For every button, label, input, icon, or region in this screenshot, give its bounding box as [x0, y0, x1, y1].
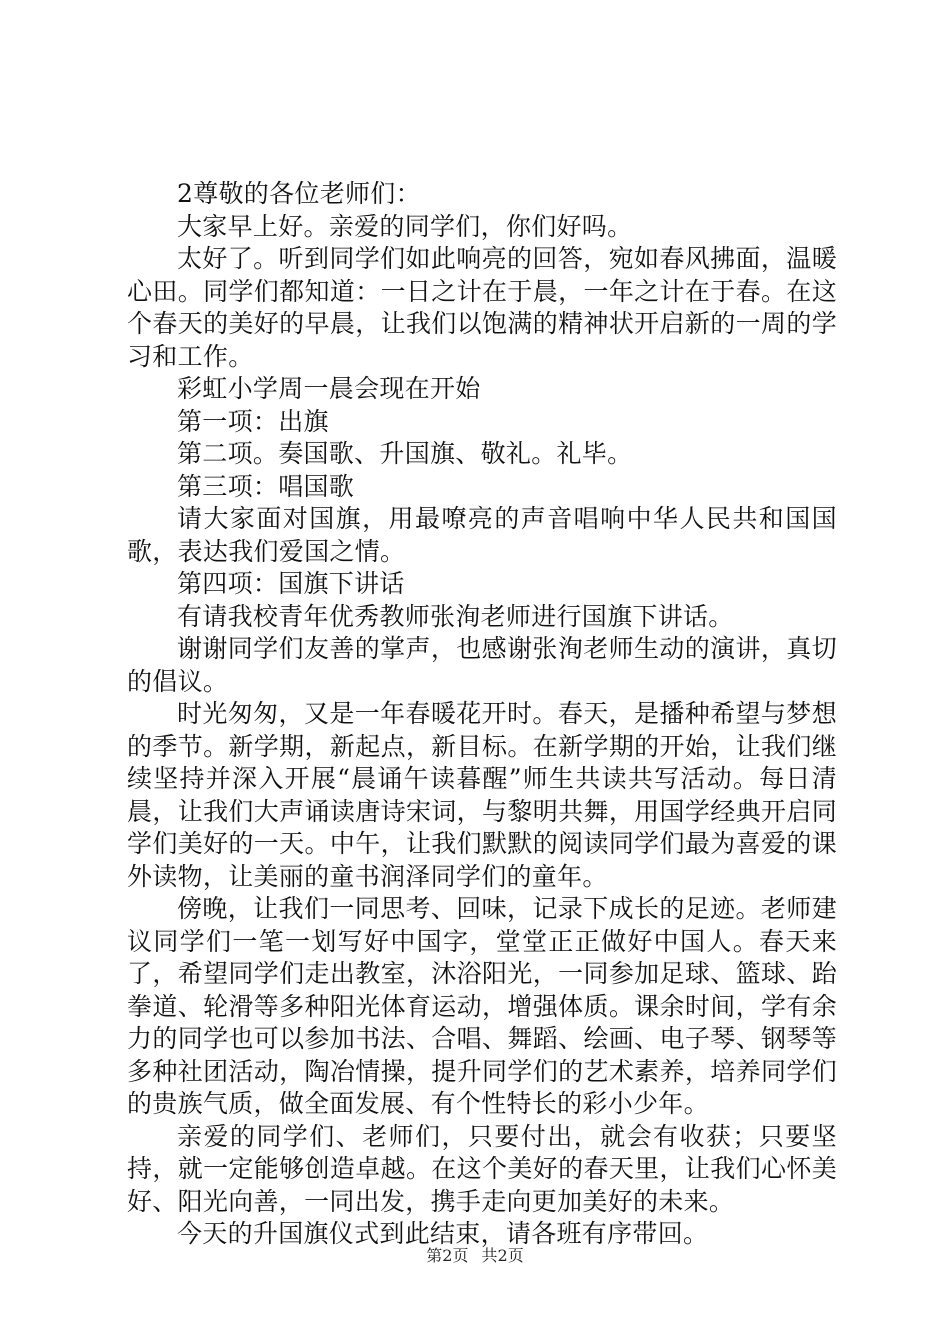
item-three: 第三项：唱国歌	[177, 471, 355, 501]
paragraph: 谢谢同学们友善的掌声，也感谢张洵老师生动的演讲，真切的倡议。	[127, 634, 837, 696]
salutation: 2尊敬的各位老师们：	[177, 179, 421, 208]
paragraph: 傍晚，让我们一同思考、回味，记录下成长的足迹。老师建议同学们一笔一划写好中国字，堂堂正正做好中国人。春天来了，希望同学们走出教室，沐浴阳光，一同参加足球、篮球、跆拳道、轮滑等多种阳光体育运动，增强体质。课余时间，学有余力的同学也可以参加书法、合唱、舞蹈、绘画、电子琴、钢琴等多种社团活动，陶冶情操，提升同学们的艺术素养，培养同学们的贵族气质，做全面发展、有个性特长的彩小少年。	[127, 894, 837, 1118]
paragraph: 太好了。听到同学们如此响亮的回答，宛如春风拂面，温暖心田。同学们都知道：一日之计在于晨，一年之计在于春。在这个春天的美好的早晨，让我们以饱满的精神状开启新的一周的学习和工作。	[127, 244, 837, 371]
page-total: 共2页	[481, 1246, 524, 1265]
page-footer	[0, 1245, 950, 1267]
paragraph: 有请我校青年优秀教师张洵老师进行国旗下讲话。	[177, 601, 734, 631]
greeting: 大家早上好。亲爱的同学们，你们好吗。	[177, 211, 633, 241]
item-two: 第二项。奏国歌、升国旗、敬礼。礼毕。	[177, 439, 633, 468]
page-number: 第2页	[426, 1246, 469, 1265]
item-one: 第一项：出旗	[177, 406, 329, 436]
paragraph: 亲爱的同学们、老师们，只要付出，就会有收获；只要坚持，就一定能够创造卓越。在这个美好的春天里，让我们心怀美好、阳光向善，一同出发，携手走向更加美好的未来。	[127, 1121, 837, 1216]
paragraph: 时光匆匆，又是一年春暖花开时。春天，是播种希望与梦想的季节。新学期，新起点，新目标。在新学期的开始，让我们继续坚持并深入开展“晨诵午读暮醒”师生共读共写活动。每日清晨，让我们大声诵读唐诗宋词，与黎明共舞，用国学经典开启同学们美好的一天。中午，让我们默默的阅读同学们最为喜爱的课外读物，让美丽的童书润泽同学们的童年。	[127, 699, 837, 891]
document-body	[127, 178, 837, 1251]
item-four: 第四项：国旗下讲话	[177, 569, 405, 598]
ceremony-start: 彩虹小学周一晨会现在开始	[177, 374, 481, 403]
closing: 今天的升国旗仪式到此结束，请各班有序带回。	[177, 1219, 709, 1248]
paragraph: 请大家面对国旗，用最嘹亮的声音唱响中华人民共和国国歌，表达我们爱国之情。	[127, 504, 837, 566]
